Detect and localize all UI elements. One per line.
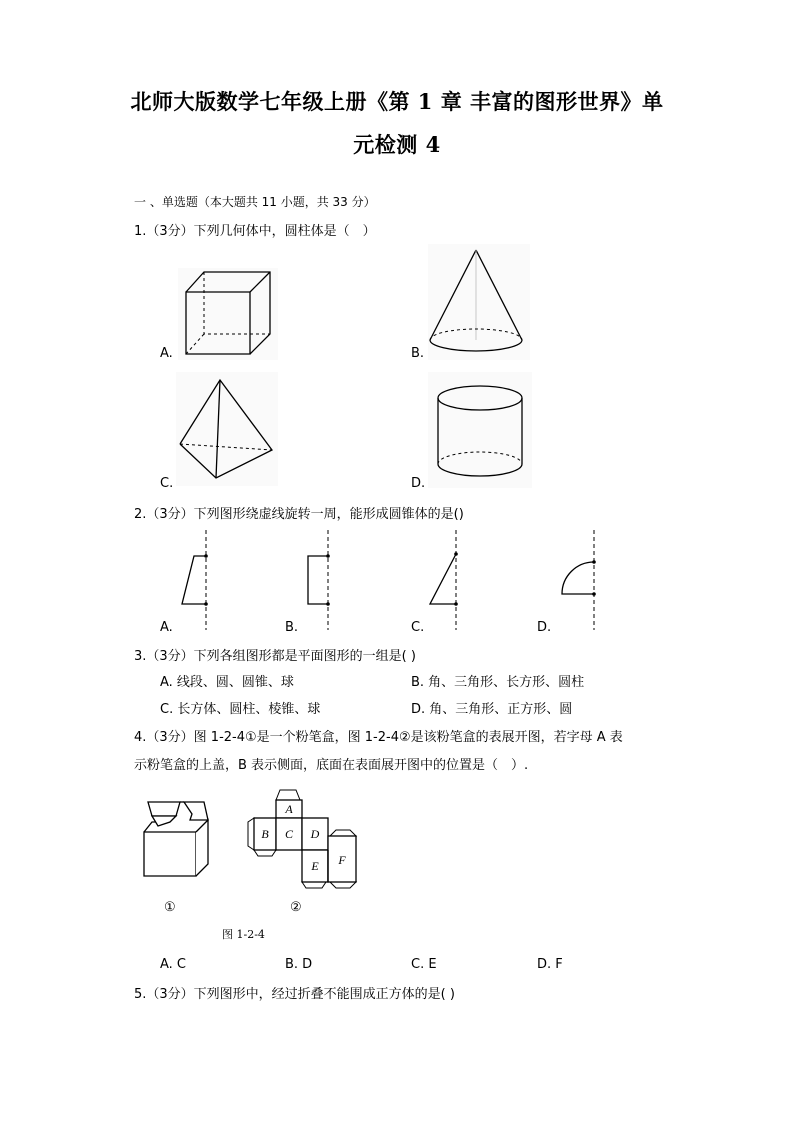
section-heading: 一 、单选题（本大题共 11 小题，共 33 分） [134,195,376,209]
q3-option-c: C. 长方体、圆柱、棱锥、球 [160,702,321,717]
q2-label-b: B. [285,620,299,635]
q4-fig1-label: ① [164,900,176,915]
q4-option-d: D. F [537,957,563,972]
q1-label-c: C. [160,476,174,491]
q2-label-d: D. [537,620,552,635]
document-title-line2: 元检测 4 [353,132,441,157]
q4-figure-chalk-box [140,798,212,880]
q1-figure-pyramid [176,372,278,486]
q1-label-a: A. [160,346,173,361]
net-letter-a: A [285,802,293,816]
question-4-stem-line1: 4.（3分）图 1-2-4①是一个粉笔盒，图 1-2-4②是该粉笔盒的表展开图，若字母 A 表 [134,730,623,745]
q4-figure-caption: 图 1-2-4 [222,928,265,941]
net-letter-e: E [311,859,319,873]
q4-option-a: A. C [160,957,187,972]
document-title-line1: 北师大版数学七年级上册《第 1 章 丰富的图形世界》单 [130,89,664,114]
q2-figure-rectangle [302,530,342,630]
q1-label-d: D. [411,476,426,491]
question-2-stem: 2.（3分）下列图形绕虚线旋转一周，能形成圆锥体的是() [134,507,464,522]
q1-figure-cone [428,244,530,360]
q4-figure-net [246,784,366,888]
question-3-stem: 3.（3分）下列各组图形都是平面图形的一组是( ) [134,649,416,664]
q4-option-c: C. E [411,957,437,972]
question-1-stem: 1.（3分）下列几何体中，圆柱体是（ ） [134,224,376,239]
net-letter-b: B [261,827,269,841]
question-5-stem: 5.（3分）下列图形中，经过折叠不能围成正方体的是( ) [134,987,455,1002]
q2-label-c: C. [411,620,425,635]
q2-figure-trapezoid [176,530,216,630]
q4-fig2-label: ② [290,900,302,915]
q2-figure-triangle [426,530,466,630]
q3-option-a: A. 线段、圆、圆锥、球 [160,675,294,690]
q2-label-a: A. [160,620,173,635]
q1-label-b: B. [411,346,425,361]
q2-figure-quarter-circle [556,530,606,630]
net-letter-f: F [338,853,346,867]
question-4-stem-line2: 示粉笔盒的上盖，B 表示侧面，底面在表面展开图中的位置是（ ）. [134,758,529,773]
q3-option-b: B. 角、三角形、长方形、圆柱 [411,675,585,690]
q1-figure-cube [178,268,278,360]
q3-option-d: D. 角、三角形、正方形、圆 [411,702,573,717]
q1-figure-cylinder [428,372,532,488]
net-letter-c: C [284,827,294,841]
net-letter-d: D [310,827,320,841]
q4-option-b: B. D [285,957,313,972]
